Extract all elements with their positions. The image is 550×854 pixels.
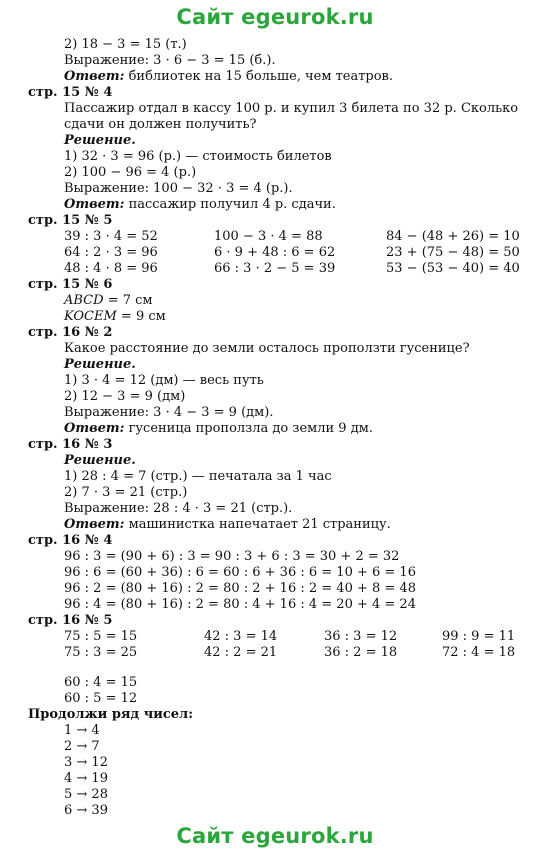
problem-text: сдачи он должен получить? xyxy=(64,117,257,132)
answer-text: машинистка напечатает 21 страницу. xyxy=(124,517,391,532)
equation: 75 : 3 = 25 xyxy=(64,645,138,660)
expression-line: Выражение: 28 : 4 · 3 = 21 (стр.). xyxy=(64,501,293,516)
equation: 66 : 3 · 2 − 5 = 39 xyxy=(214,261,336,276)
figure-value: = 9 см xyxy=(116,309,166,324)
site-watermark-bottom[interactable]: Сайт egeurok.ru xyxy=(176,824,374,848)
equation: 36 : 2 = 18 xyxy=(324,645,398,660)
equation-row xyxy=(28,261,528,277)
sequence-item: 5 → 28 xyxy=(64,787,108,802)
equation: 96 : 2 = (80 + 16) : 2 = 80 : 2 + 16 : 2 = 40 + 8 = 48 xyxy=(64,581,416,596)
solution-line: 1) 32 · 3 = 96 (р.) — стоимость билетов xyxy=(64,149,332,164)
solution-line: 2) 18 − 3 = 15 (т.) xyxy=(64,37,187,52)
equation-row xyxy=(28,629,528,645)
solution-label: Решение. xyxy=(64,133,136,148)
sequence-item: 4 → 19 xyxy=(64,771,108,786)
sequence-item: 3 → 12 xyxy=(64,755,108,770)
expression-line: Выражение: 3 · 4 − 3 = 9 (дм). xyxy=(64,405,274,420)
sequence-item: 1 → 4 xyxy=(64,723,100,738)
site-watermark-top[interactable]: Сайт egeurok.ru xyxy=(176,5,374,29)
equation: 6 · 9 + 48 : 6 = 62 xyxy=(214,245,336,260)
expression-line: Выражение: 100 − 32 · 3 = 4 (р.). xyxy=(64,181,293,196)
solution-line: 2) 100 − 96 = 4 (р.) xyxy=(64,165,197,180)
section-heading: стр. 16 № 5 xyxy=(28,613,113,628)
expression-line: Выражение: 3 · 6 − 3 = 15 (б.). xyxy=(64,53,276,68)
answer-line xyxy=(28,421,528,437)
equation: 60 : 5 = 12 xyxy=(64,691,138,706)
sequence-item: 2 → 7 xyxy=(64,739,100,754)
problem-text: Пассажир отдал в кассу 100 р. и купил 3 билета по 32 р. Сколько xyxy=(64,101,519,116)
figure-name: ABCD xyxy=(64,293,104,308)
perimeter-line xyxy=(28,293,528,309)
answer-text: гусеница проползла до земли 9 дм. xyxy=(124,421,373,436)
figure-name: KOCEM xyxy=(64,309,117,324)
equation: 96 : 3 = (90 + 6) : 3 = 90 : 3 + 6 : 3 = 30 + 2 = 32 xyxy=(64,549,400,564)
section-heading: стр. 16 № 2 xyxy=(28,325,113,340)
section-heading: Продолжи ряд чисел: xyxy=(28,707,194,722)
equation: 75 : 5 = 15 xyxy=(64,629,138,644)
perimeter-line xyxy=(28,309,528,325)
solution-line: 1) 28 : 4 = 7 (стр.) — печатала за 1 час xyxy=(64,469,332,484)
problem-text: Какое расстояние до земли осталось проползти гусенице? xyxy=(64,341,470,356)
solution-label: Решение. xyxy=(64,453,136,468)
section-heading: стр. 15 № 4 xyxy=(28,85,113,100)
answer-text: библиотек на 15 больше, чем театров. xyxy=(124,69,394,84)
equation: 99 : 9 = 11 xyxy=(442,629,516,644)
solution-line: 2) 7 · 3 = 21 (стр.) xyxy=(64,485,188,500)
equation: 84 − (48 + 26) = 10 xyxy=(386,229,520,244)
sequence-item: 6 → 39 xyxy=(64,803,108,818)
equation: 23 + (75 − 48) = 50 xyxy=(386,245,520,260)
equation-row xyxy=(28,245,528,261)
answer-line xyxy=(28,517,528,533)
answer-label: Ответ: xyxy=(64,517,125,532)
spacer xyxy=(28,661,528,675)
solution-label: Решение. xyxy=(64,357,136,372)
equation: 64 : 2 · 3 = 96 xyxy=(64,245,158,260)
equation: 36 : 3 = 12 xyxy=(324,629,398,644)
answer-line xyxy=(28,197,528,213)
section-heading: стр. 16 № 4 xyxy=(28,533,113,548)
equation: 42 : 3 = 14 xyxy=(204,629,278,644)
equation: 48 : 4 · 8 = 96 xyxy=(64,261,158,276)
answer-label: Ответ: xyxy=(64,197,125,212)
section-heading: стр. 15 № 6 xyxy=(28,277,113,292)
equation: 60 : 4 = 15 xyxy=(64,675,138,690)
section-heading: стр. 16 № 3 xyxy=(28,437,113,452)
solutions-page xyxy=(28,37,528,819)
solution-line: 1) 3 · 4 = 12 (дм) — весь путь xyxy=(64,373,264,388)
equation-row xyxy=(28,645,528,661)
figure-value: = 7 см xyxy=(103,293,153,308)
equation: 53 − (53 − 40) = 40 xyxy=(386,261,520,276)
equation-row xyxy=(28,229,528,245)
answer-line xyxy=(28,69,528,85)
answer-text: пассажир получил 4 р. сдачи. xyxy=(124,197,336,212)
equation: 42 : 2 = 21 xyxy=(204,645,278,660)
solution-line: 2) 12 − 3 = 9 (дм) xyxy=(64,389,186,404)
equation: 96 : 4 = (80 + 16) : 2 = 80 : 4 + 16 : 4 = 20 + 4 = 24 xyxy=(64,597,416,612)
equation: 100 − 3 · 4 = 88 xyxy=(214,229,323,244)
equation: 72 : 4 = 18 xyxy=(442,645,516,660)
section-heading: стр. 15 № 5 xyxy=(28,213,113,228)
answer-label: Ответ: xyxy=(64,421,125,436)
equation: 96 : 6 = (60 + 36) : 6 = 60 : 6 + 36 : 6 = 10 + 6 = 16 xyxy=(64,565,416,580)
equation: 39 : 3 · 4 = 52 xyxy=(64,229,158,244)
answer-label: Ответ: xyxy=(64,69,125,84)
